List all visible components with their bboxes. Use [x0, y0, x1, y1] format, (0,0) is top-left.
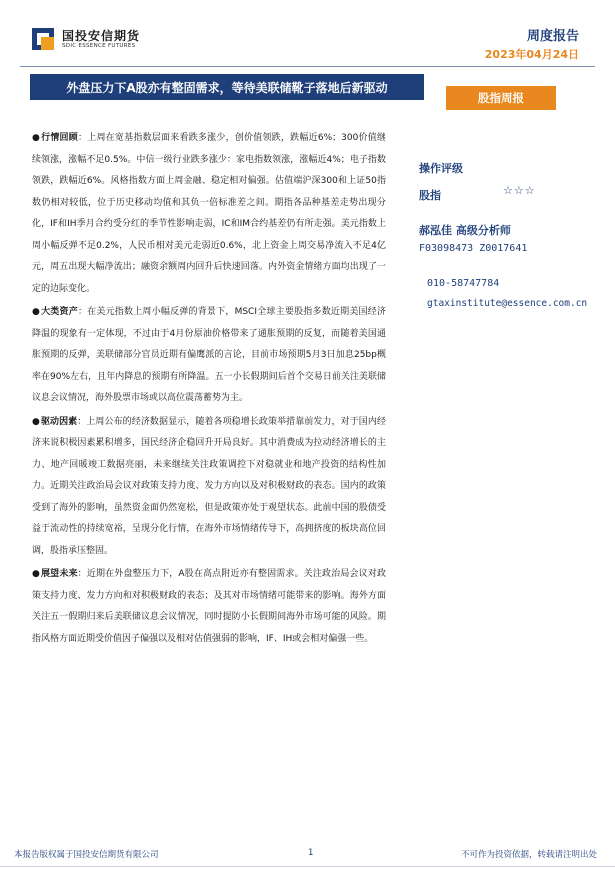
- rating-label: 操作评级: [419, 162, 463, 175]
- report-body: [32, 128, 386, 652]
- section-major-assets: [32, 302, 386, 410]
- header-divider: [20, 66, 595, 67]
- section-heading: 行情回顾: [41, 133, 78, 143]
- rating-item: 股指: [419, 189, 441, 202]
- bullet-icon: ●: [32, 569, 41, 579]
- title-banner: [30, 74, 424, 100]
- report-type: 周度报告: [526, 29, 579, 44]
- category-tag: [446, 86, 556, 110]
- logo-text-en: SDIC ESSENCE FUTURES: [62, 43, 136, 49]
- rating-stars-icon: ☆☆☆: [503, 184, 536, 197]
- section-text: ：近期在外盘整压力下，A股在高点附近亦有整固需求。关注政治局会议对政策支持力度、发力方向和对积极财政的表态；及其对市场情绪可能带来的影响。海外方面关注五一假期归来后美联储议息会议情况，同时提防小长假期间海外市场可能的风险。期指风格方面近期受价值因子偏强以及相对估值强弱的影响，IF、IH或会相对偏强一些。: [32, 569, 386, 644]
- analyst-name: 郝泓佳 高级分析师: [419, 224, 511, 237]
- bullet-icon: ●: [32, 416, 40, 427]
- copyright-note: 本报告版权属于国投安信期货有限公司: [14, 850, 159, 860]
- section-text: ：上周公布的经济数据显示，随着各项稳增长政策举措靠前发力，对于国内经济来说积极因素累积增多，国民经济企稳回升开局良好。其中消费成为拉动经济增长的主力、地产回暖竣工数据亮丽，未来继续关注政策调控下对稳就业和地产投资的结构性加力。近期关注政治局会议对政策支持力度、发力方向以及对积极财政的表态。国内的政策受到了海外的影响，虽然资金面仍然宽松，但是政策亦处于观望状态。此前中国的股债受益于流动性的持续宽裕，呈现分化行情，在海外市场情绪传导下，高拥挤度的板块高位回调，股指承压整固。: [32, 416, 386, 556]
- logo-text-cn: 国投安信期货: [62, 29, 141, 43]
- section-drivers: [32, 412, 386, 563]
- bullet-icon: ●: [32, 133, 41, 143]
- report-title: 外盘压力下A股亦有整固需求，等待美联储靴子落地后新驱动: [66, 81, 388, 95]
- contact-phone: 010-58747784: [427, 278, 500, 289]
- report-date: 2023年04月24日: [484, 48, 579, 61]
- bullet-icon: ●: [32, 307, 41, 317]
- rating-row: [419, 184, 615, 202]
- category-tag-label: 股指周报: [478, 91, 524, 105]
- sidebar: [419, 160, 615, 309]
- section-outlook: [32, 564, 386, 650]
- page-number: 1: [308, 848, 314, 858]
- disclaimer-note: 不可作为投资依据，转载请注明出处: [460, 850, 597, 860]
- section-text: ：上周在宽基指数层面来看跌多涨少，创价值领跌，跌幅近6%；300价值继续领涨，涨幅不足0.5%。中信一级行业跌多涨少：家电指数领涨，涨幅近4%；电子指数领跌，跌幅近6%。风格指数方面上周金融、稳定相对偏强。估值端沪深300和上证50指数仍相对较低，位于历史移动均值和其负一倍标准差之间。期指各品种基差走势出现分化，IF和IH季月合约受分红的季节性影响走弱，IC和IM合约基差仍有所走强。美元指数上周小幅反弹不足0.2%，人民币相对美元走弱近0.6%，北上资金上周交易净流入不足4亿元，周五出现大幅净流出；融资余额周内回升后快速回落。内外资金情绪方面均出现了一定的边际变化。: [32, 133, 386, 294]
- section-heading: 驱动因素: [40, 416, 78, 427]
- section-heading: 大类资产: [41, 307, 78, 317]
- contact-email[interactable]: gtaxinstitute@essence.com.cn: [427, 298, 588, 309]
- company-logo: [32, 26, 182, 56]
- section-text: ：在美元指数上周小幅反弹的背景下，MSCI全球主要股指多数近期美国经济降温的现象有一定体现，不过由于4月份原油价格带来了通胀预期的反复，而随着美国通胀预期的反弹，美联储部分官员近期有偏鹰派的言论，目前市场预期5月3日加息25bp概率在90%左右，且年内降息的预期有所降温。五一小长假期间后首个交易日前关注美联储议息会议情况，海外股票市场或以高位震荡蓄势为主。: [32, 307, 386, 403]
- section-heading: 展望未来: [41, 569, 78, 579]
- section-market-review: [32, 128, 386, 300]
- logo-mark-icon: [32, 28, 54, 50]
- analyst-licence: F03098473 Z0017641: [419, 243, 528, 254]
- footer-divider: [0, 866, 615, 867]
